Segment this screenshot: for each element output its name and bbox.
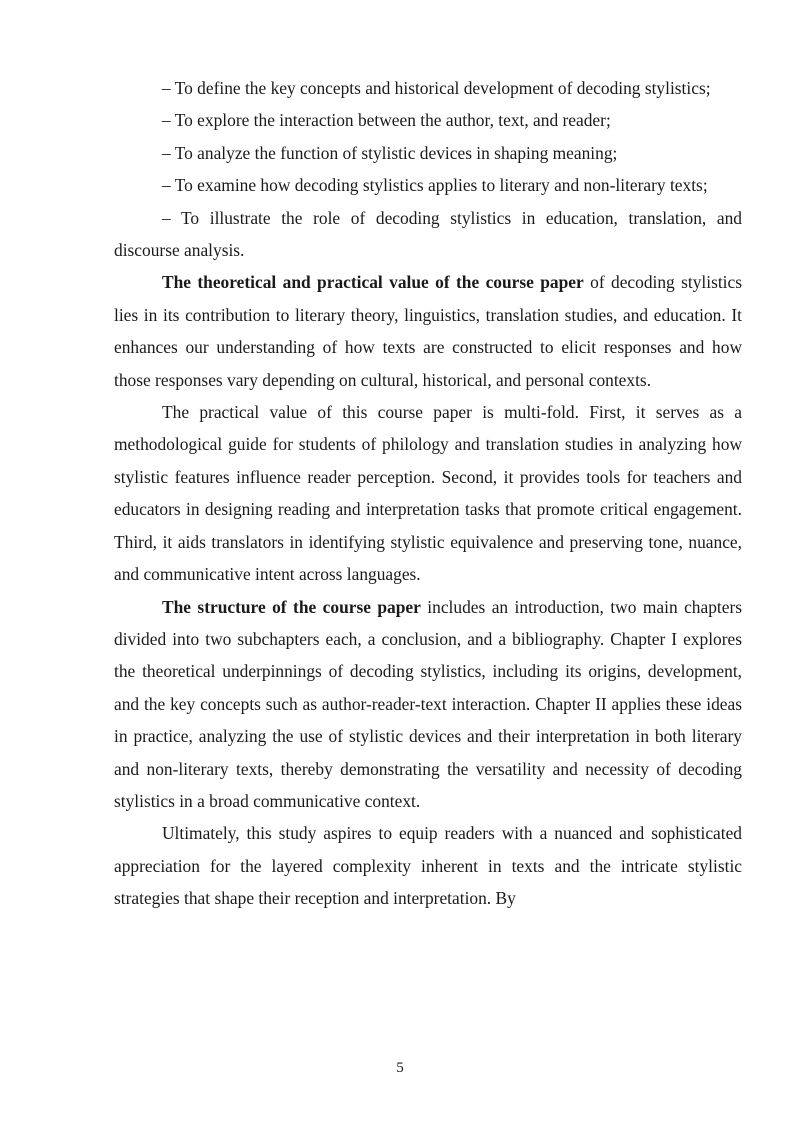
objective-item: – To explore the interaction between the author, text, and reader; bbox=[162, 110, 611, 131]
objective-item: – To analyze the function of stylistic devices in shaping meaning; bbox=[162, 142, 618, 163]
structure-heading: The structure of the course paper bbox=[162, 596, 421, 617]
objective-item: – To illustrate the role of decoding stylistics in education, translation, and discourse analysis. bbox=[114, 207, 742, 261]
page-body bbox=[114, 72, 742, 915]
objective-item: – To examine how decoding stylistics applies to literary and non-literary texts; bbox=[162, 175, 708, 196]
page-number: 5 bbox=[396, 1060, 404, 1076]
value-text: of decoding stylistics lies in its contribution to literary theory, linguistics, translation studies, and education. It enhances our understanding of how texts are constructed to elicit responses and how those responses vary depending on cultural, historical, and personal contexts. bbox=[114, 272, 743, 390]
structure-paragraph bbox=[114, 591, 742, 818]
objective-item: – To define the key concepts and historical development of decoding stylistics; bbox=[162, 78, 711, 98]
value-paragraph bbox=[114, 266, 742, 396]
value-heading: The theoretical and practical value of the course paper bbox=[162, 272, 584, 293]
practical-value-paragraph: The practical value of this course paper is multi-fold. First, it serves as a methodological guide for students of philology and translation studies in analyzing how stylistic features influence reader perception. Second, it provides tools for teachers and educators in designing reading and interpretation tasks that promote critical engagement. Third, it aids translators in identifying stylistic equivalence and preserving tone, nuance, and communicative intent across languages. bbox=[114, 402, 742, 585]
closing-paragraph: Ultimately, this study aspires to equip readers with a nuanced and sophisticated appreciation for the layered complexity inherent in texts and the intricate stylistic strategies that shape their reception and interpretation. By bbox=[114, 823, 742, 909]
structure-text: includes an introduction, two main chapters divided into two subchapters each, a conclusion, and a bibliography. Chapter I explores the theoretical underpinnings of decoding stylistics, including its origins, development, and the key concepts such as author-reader-text interaction. Chapter II applies these ideas in practice, analyzing the use of stylistic devices and their interpretation in both literary and non-literary texts, thereby demonstrating the versatility and necessity of decoding stylistics in a broad communicative context. bbox=[114, 596, 743, 811]
